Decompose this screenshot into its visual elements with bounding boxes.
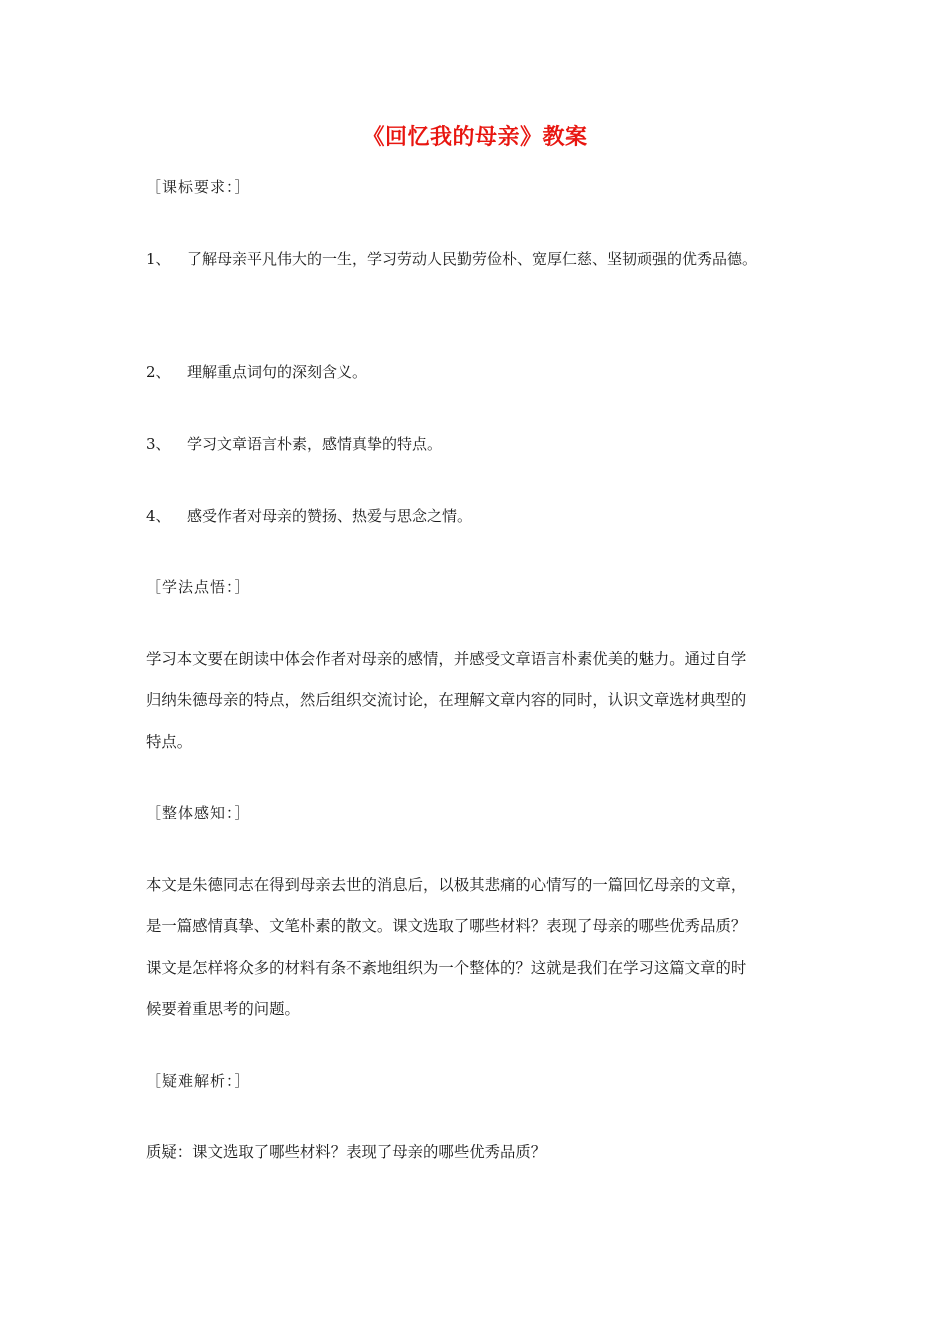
list-item-text: 了解母亲平凡伟大的一生，学习劳动人民勤劳俭朴、宽厚仁慈、坚韧顽强的优秀品德。 — [187, 250, 758, 268]
list-item-number: 1、 — [146, 250, 171, 268]
section-heading-overall: ［整体感知：］ — [146, 804, 251, 822]
list-item-number: 3、 — [146, 435, 171, 453]
paragraph-line: 是一篇感情真挚、文笔朴素的散文。课文选取了哪些材料？表现了母亲的哪些优秀品质？ — [146, 917, 747, 935]
question-line: 质疑：课文选取了哪些材料？表现了母亲的哪些优秀品质？ — [146, 1143, 547, 1161]
list-item — [146, 433, 442, 455]
list-item — [146, 248, 757, 270]
section-heading-difficulty: ［疑难解析：］ — [146, 1072, 251, 1090]
list-item-text: 学习文章语言朴素，感情真挚的特点。 — [187, 435, 443, 453]
list-item — [146, 361, 367, 383]
list-item — [146, 505, 472, 527]
list-item-text: 理解重点词句的深刻含义。 — [187, 363, 368, 381]
page-title: 《回忆我的母亲》教案 — [362, 124, 588, 150]
paragraph-line: 候要着重思考的问题。 — [146, 1000, 300, 1018]
list-item-number: 2、 — [146, 363, 171, 381]
section-heading-curriculum: ［课标要求：］ — [146, 178, 251, 196]
paragraph-line: 本文是朱德同志在得到母亲去世的消息后，以极其悲痛的心情写的一篇回忆母亲的文章， — [146, 876, 747, 894]
list-item-text: 感受作者对母亲的赞扬、热爱与思念之情。 — [187, 507, 473, 525]
paragraph-line: 学习本文要在朗读中体会作者对母亲的感情，并感受文章语言朴素优美的魅力。通过自学 — [146, 650, 747, 668]
paragraph-line: 课文是怎样将众多的材料有条不紊地组织为一个整体的？这就是我们在学习这篇文章的时 — [146, 959, 747, 977]
paragraph-line: 特点。 — [146, 733, 193, 751]
paragraph-line: 归纳朱德母亲的特点，然后组织交流讨论，在理解文章内容的同时，认识文章选材典型的 — [146, 691, 747, 709]
list-item-number: 4、 — [146, 507, 171, 525]
section-heading-method: ［学法点悟：］ — [146, 578, 251, 596]
